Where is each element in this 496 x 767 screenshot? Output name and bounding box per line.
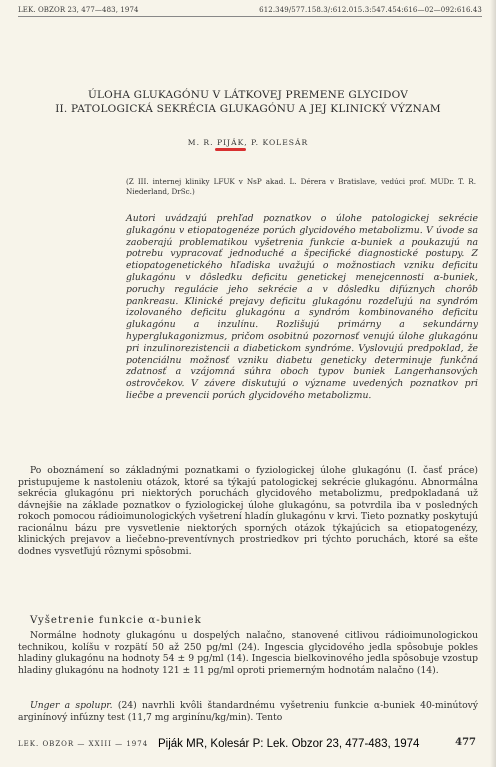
body-paragraph-3-text: (24) navrhli kvôli štandardnému vyšetreniu funkcie α-buniek 40-minútový arginínový infúzny test (11,7 mg arginínu/kg/min). Tento bbox=[18, 700, 479, 723]
journal-reference: LEK. OBZOR 23, 477—483, 1974 bbox=[18, 6, 139, 14]
affiliation: (Z III. internej kliniky LFUK v NsP akad. L. Dérera v Bratislave, vedúci prof. MUDr. T. R. Niederland, DrSc.) bbox=[126, 177, 476, 196]
section-heading: Vyšetrenie funkcie α-buniek bbox=[30, 615, 202, 626]
cited-authors: Unger a spolupr. bbox=[30, 700, 113, 711]
udc-classification: 612.349/577.158.3/:612.015.3:547.454:616—02—092:616.43 bbox=[259, 6, 482, 14]
body-paragraph-3 bbox=[18, 700, 478, 723]
page-number: 477 bbox=[455, 737, 476, 748]
author-highlighted: PIJÁK bbox=[216, 138, 245, 147]
article-title-block bbox=[0, 88, 496, 147]
body-paragraph-1: Po oboznámení so základnými poznatkami o fyziologickej úlohe glukagónu (I. časť práce) pristupujeme k nastoleniu otázok, ktoré sa týkajú patologickej sekrécie glukagónu. Abnormálna sekrécia glukagónu pri niektorých poruchách glycidového metabolizmu, predpokladaná už dávnejšie na základe poznatkov o fyziologickej úlohe glukagónu, sa potvrdila iba v posledných rokoch pomocou rádioimunologických vyšetrení hladín glukagónu v krvi. Tieto poznatky poskytujú racionálnu bázu pre vysvetlenie niektorých sporných otázok týkajúcich sa etiopatogenézy, klinických prejavov a liečebno-preventívnych prostriedkov pri týchto poruchách, ktoré sa ešte dodnes vysvetľujú rôznymi spôsobmi. bbox=[18, 465, 478, 557]
footer-journal-issue: LEK. OBZOR — XXIII — 1974 bbox=[18, 740, 149, 748]
abstract: Autori uvádzajú prehľad poznatkov o úlohe patologickej sekrécie glukagónu v etiopatogenéze porúch glycidového metabolizmu. V úvode sa zaoberajú problematikou vyšetrenia funkcie α-buniek a poukazujú na potrebu vypracovať jednoduché a špecifické diagnostické postupy. Z etiopatogenetického hľadiska uvažujú o možnostiach vzniku deficitu glukagónu v dôsledku deficitu genetickej menejcennosti α-buniek, poruchy regulácie jeho sekrécie a v dôsledku difúznych chorôb pankreasu. Klinické prejavy deficitu glukagónu rozdeľujú na syndróm izolovaného deficitu glukagónu a syndróm kombinovaného deficitu glukagónu a inzulínu. Rozlišujú primárny a sekundárny hyperglukagonizmus, pričom osobitnú pozornosť venujú úlohe glukagónu pri inzulinorezistencii a diabetickom syndróme. Vyslovujú predpoklad, že potenciálnu možnosť vzniku diabetu geneticky determinuje funkčná zdatnosť a vzájomná súhra oboch typov buniek Langerhansových ostrovčekov. V závere diskutujú o význame uvedených poznatkov pri liečbe a prevencii porúch glycidového metabolizmu. bbox=[126, 213, 478, 401]
author-rest: , P. KOLESÁR bbox=[244, 138, 309, 147]
article-title-line-2: II. PATOLOGICKÁ SEKRÉCIA GLUKAGÓNU A JEJ KLINICKÝ VÝZNAM bbox=[55, 103, 441, 115]
page-edge-shadow bbox=[490, 0, 496, 767]
author-initials: M. R. bbox=[187, 138, 217, 147]
author-list bbox=[0, 138, 496, 147]
footer-citation: Piják MR, Kolesár P: Lek. Obzor 23, 477-483, 1974 bbox=[158, 738, 420, 750]
body-paragraph-2: Normálne hodnoty glukagónu u dospelých nalačno, stanovené citlivou rádioimunologickou technikou, kolíšu v rozpätí 50 až 250 pg/ml (24). Ingescia glycidového jedla spôsobuje pokles hladiny glukagónu na hodnoty 54 ± 9 pg/ml (14). Ingescia bielkovinového jedla spôsobuje vzostup hladiny glukagónu na hodnoty 121 ± 11 pg/ml oproti priemerným hodnotám nalačno (14). bbox=[18, 630, 478, 676]
article-title-line-1: ÚLOHA GLUKAGÓNU V LÁTKOVEJ PREMENE GLYCIDOV bbox=[87, 89, 409, 101]
running-header bbox=[18, 6, 482, 17]
